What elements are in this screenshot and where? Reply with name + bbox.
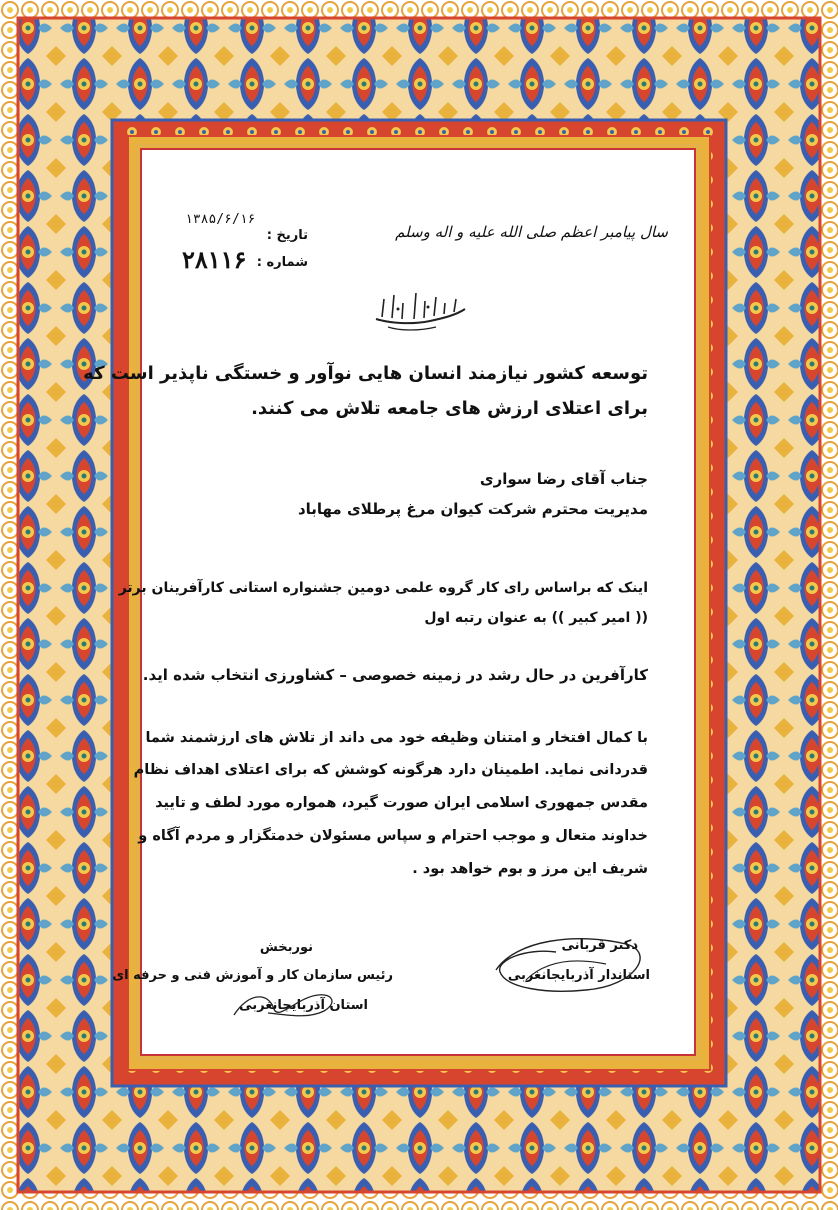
date-value: ۱۳۸۵/۶/۱۶ [185,212,256,227]
heading-line-2: برای اعتلای ارزش های جامعه تلاش می کنند. [251,398,648,419]
number-value: ۲۸۱۱۶ [182,245,247,274]
signature-scribble-icon [228,985,348,1025]
award-line-1: اینک که براساس رای کار گروه علمی دومین جشنواره استانی کارآفرینان برتر [118,580,648,596]
signer-left-title: رئیس سازمان کار و آموزش فنی و حرفه ای [112,968,393,983]
body-line-4: خداوند متعال و موجب احترام و سپاس مسئولان خدمتگزار و مردم آگاه و [138,828,648,844]
body-line-1: با کمال افتخار و امتنان وظیفه خود می داند از تلاش های ارزشمند شما [145,730,648,746]
signer-right-title: استاندار آذربایجانغربی [507,968,650,983]
award-line-2: (( امیر کبیر )) به عنوان رتبه اول [424,610,648,626]
date-label: تاریخ : [266,228,308,243]
signer-right-name: دکتر قربانی [561,938,638,953]
year-motto: سال پیامبر اعظم صلی الله علیه و اله وسلم [395,223,668,241]
body-line-5: شریف این مرز و بوم خواهد بود . [412,861,648,877]
addressee-title: مدیریت محترم شرکت کیوان مرغ پرطلای مهاباد [297,500,648,518]
signer-left-region: استان آذربایجانغربی [239,998,368,1013]
body-line-2: قدردانی نماید. اطمینان دارد هرگونه کوشش که برای اعتلای اهداف نظام [133,762,648,778]
bismillah-calligraphy-icon [370,285,470,333]
award-line-3: کارآفرین در حال رشد در زمینه خصوصی – کشاورزی انتخاب شده اید. [142,666,648,684]
heading-line-1: توسعه کشور نیازمند انسان هایی نوآور و خستگی ناپذیر است که [83,363,648,384]
number-label: شماره : [256,255,308,270]
signature-scribble-icon [486,930,656,1000]
body-line-3: مقدس جمهوری اسلامی ایران صورت گیرد، همواره مورد لطف و تایید [155,795,648,811]
addressee-name: جناب آقای رضا سواری [479,470,648,488]
signer-left-name: نوربخش [259,940,313,955]
